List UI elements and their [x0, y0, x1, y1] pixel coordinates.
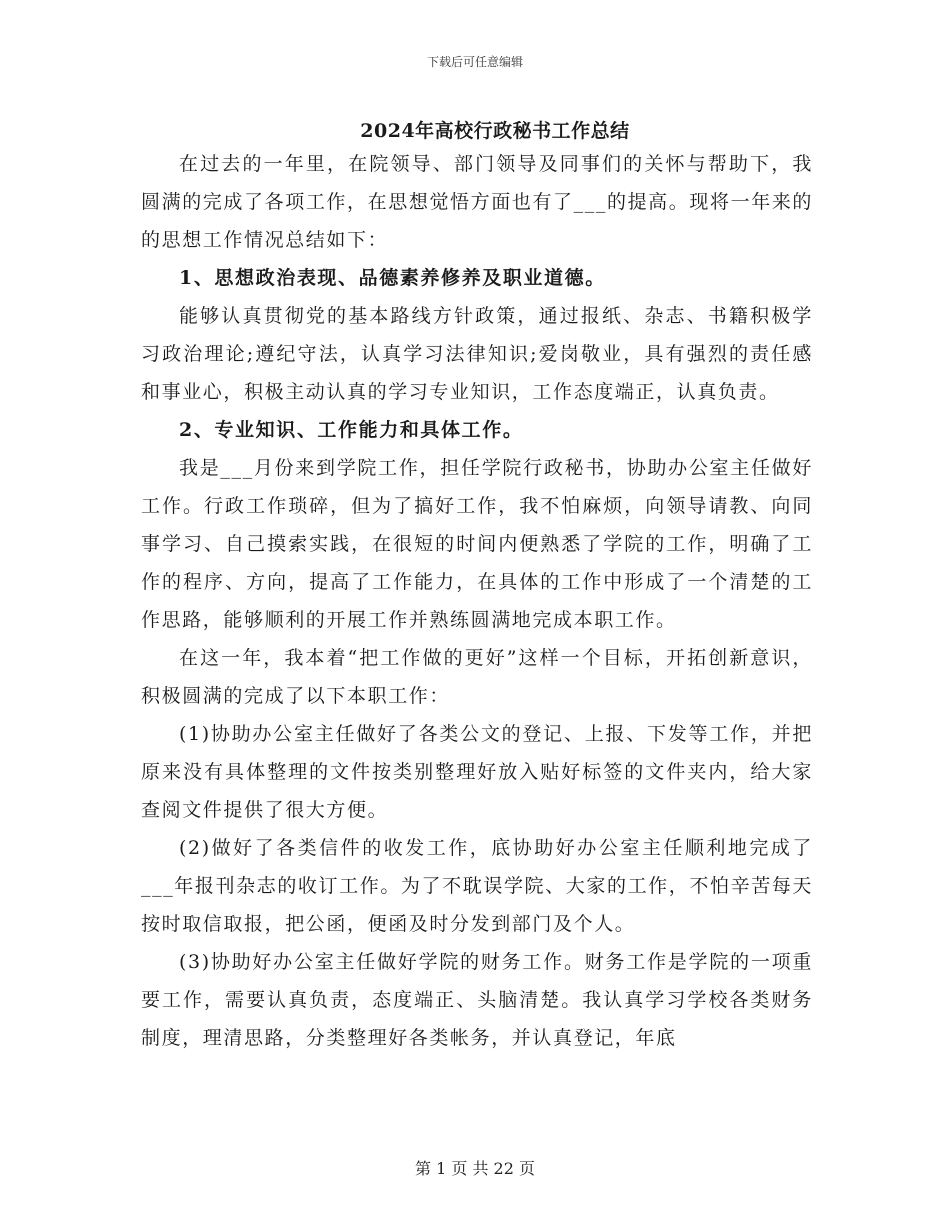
item-2-paragraph: (2)做好了各类信件的收发工作，底协助好办公室主任顺利地完成了___年报刊杂志的收订工作。为了不耽误学院、大家的工作，不怕辛苦每天按时取信取报，把公函，便函及时分发到部门及个人。 [141, 837, 813, 935]
section-2-paragraph: 我是___月份来到学院工作，担任学院行政秘书，协助办公室主任做好工作。行政工作琐碎，但为了搞好工作，我不怕麻烦，向领导请教、向同事学习、自己摸索实践，在很短的时间内便熟悉了学院的工作，明确了工作的程序、方向，提高了工作能力，在具体的工作中形成了一个清楚的工作思路，能够顺利的开展工作并熟练圆满地完成本职工作。 [141, 457, 813, 631]
document-body [141, 145, 813, 1057]
section-heading-2: 2、专业知识、工作能力和具体工作。 [179, 419, 524, 441]
goal-paragraph: 在这一年，我本着“把工作做的更好”这样一个目标，开拓创新意识，积极圆满的完成了以下本职工作： [141, 647, 813, 707]
item-3-paragraph: (3)协助好办公室主任做好学院的财务工作。财务工作是学院的一项重要工作，需要认真负责，态度端正、头脑清楚。我认真学习学校各类财务制度，理清思路，分类整理好各类帐务，并认真登记，年底 [141, 951, 813, 1049]
intro-paragraph: 在过去的一年里，在院领导、部门领导及同事们的关怀与帮助下，我圆满的完成了各项工作，在思想觉悟方面也有了___的提高。现将一年来的的思想工作情况总结如下： [141, 153, 813, 251]
section-1-paragraph: 能够认真贯彻党的基本路线方针政策，通过报纸、杂志、书籍积极学习政治理论;遵纪守法，认真学习法律知识;爱岗敬业，具有强烈的责任感和事业心，积极主动认真的学习专业知识，工作态度端正，认真负责。 [141, 305, 813, 403]
item-1-paragraph: (1)协助办公室主任做好了各类公文的登记、上报、下发等工作，并把原来没有具体整理的文件按类别整理好放入贴好标签的文件夹内，给大家查阅文件提供了很大方便。 [141, 723, 813, 821]
header-note: 下载后可任意编辑 [426, 55, 523, 69]
page-footer: 第 1 页 共 22 页 [415, 1159, 535, 1178]
section-heading-1: 1、思想政治表现、品德素养修养及职业道德。 [179, 267, 606, 289]
document-title: 2024年高校行政秘书工作总结 [360, 120, 630, 142]
